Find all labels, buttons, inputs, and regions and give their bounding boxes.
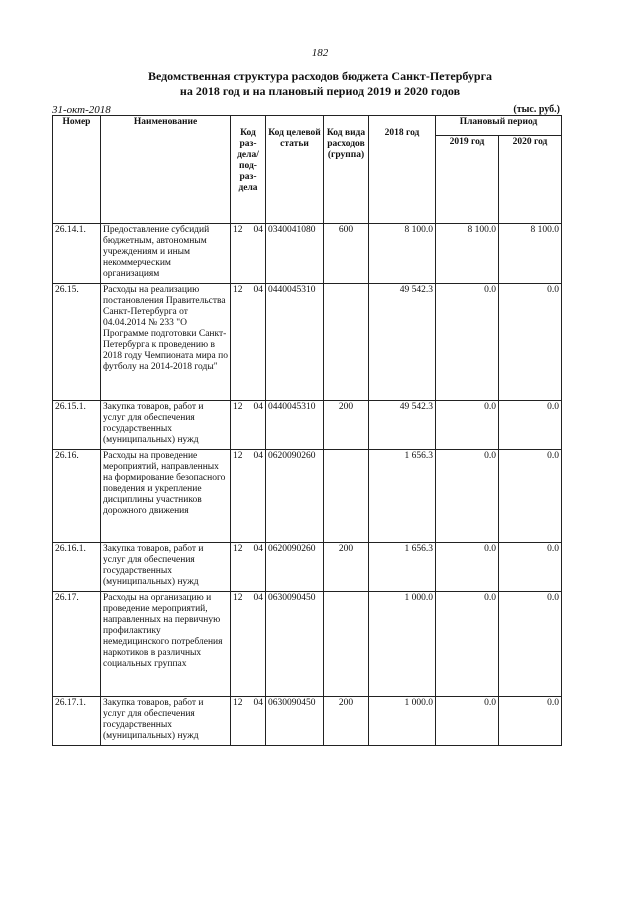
table-row	[53, 592, 562, 697]
row-amount-2018: 1 000.0	[369, 592, 436, 697]
row-amount-2020: 0.0	[499, 401, 562, 450]
podrazdel: 04	[253, 544, 263, 554]
row-amount-2019: 8 100.0	[436, 224, 499, 284]
row-amount-2020: 0.0	[499, 592, 562, 697]
header-2019: 2019 год	[436, 136, 499, 224]
row-expense-type	[324, 450, 369, 543]
row-target-code: 0440045310	[266, 401, 324, 450]
row-amount-2019: 0.0	[436, 592, 499, 697]
row-expense-type	[324, 592, 369, 697]
row-name: Расходы на проведение мероприятий, направленных на формирование безопасного поведения и укрепление дисциплины участников дорожного движения	[101, 450, 231, 543]
row-expense-type: 600	[324, 224, 369, 284]
razdel: 12	[233, 225, 243, 235]
row-section-code	[231, 401, 266, 450]
row-number: 26.17.	[53, 592, 101, 697]
row-name: Закупка товаров, работ и услуг для обеспечения государственных (муниципальных) нужд	[101, 543, 231, 592]
row-number: 26.16.1.	[53, 543, 101, 592]
razdel: 12	[233, 544, 243, 554]
row-amount-2018: 49 542.3	[369, 284, 436, 401]
row-amount-2018: 8 100.0	[369, 224, 436, 284]
row-amount-2019: 0.0	[436, 450, 499, 543]
table-row	[53, 401, 562, 450]
razdel: 12	[233, 698, 243, 708]
row-section-code	[231, 224, 266, 284]
podrazdel: 04	[253, 451, 263, 461]
row-number: 26.15.	[53, 284, 101, 401]
row-section-code	[231, 697, 266, 746]
title-line-2: на 2018 год и на плановый период 2019 и 2020 годов	[179, 84, 461, 98]
row-number: 26.16.	[53, 450, 101, 543]
row-number: 26.15.1.	[53, 401, 101, 450]
document-date: 31-окт-2018	[52, 104, 111, 116]
podrazdel: 04	[253, 285, 263, 295]
row-target-code: 0620090260	[266, 543, 324, 592]
table-row	[53, 224, 562, 284]
header-2020: 2020 год	[499, 136, 562, 224]
podrazdel: 04	[253, 225, 263, 235]
row-expense-type: 200	[324, 543, 369, 592]
row-amount-2018: 1 000.0	[369, 697, 436, 746]
razdel: 12	[233, 451, 243, 461]
row-number: 26.17.1.	[53, 697, 101, 746]
row-target-code: 0340041080	[266, 224, 324, 284]
row-amount-2019: 0.0	[436, 401, 499, 450]
row-number: 26.14.1.	[53, 224, 101, 284]
units-label: (тыс. руб.)	[513, 104, 560, 115]
header-expense-type: Код вида расходов (группа)	[324, 116, 369, 224]
row-name: Расходы на организацию и проведение мероприятий, направленных на первичную профилактику немедицинского потребления наркотиков в различных социальных группах	[101, 592, 231, 697]
podrazdel: 04	[253, 698, 263, 708]
document-title	[0, 69, 640, 99]
budget-table	[52, 115, 562, 746]
header-2018: 2018 год	[369, 116, 436, 224]
razdel: 12	[233, 593, 243, 603]
razdel: 12	[233, 402, 243, 412]
row-section-code	[231, 450, 266, 543]
row-name: Расходы на реализацию постановления Правительства Санкт-Петербурга от 04.04.2014 № 233 "О Программе подготовки Санкт-Петербурга к проведению в 2018 году Чемпионата мира по футболу на 2014-2018 годы"	[101, 284, 231, 401]
row-section-code	[231, 592, 266, 697]
table-row	[53, 450, 562, 543]
title-line-1: Ведомственная структура расходов бюджета Санкт-Петербурга	[147, 69, 493, 83]
header-target-code: Код целевой статьи	[266, 116, 324, 224]
row-amount-2019: 0.0	[436, 284, 499, 401]
row-amount-2018: 1 656.3	[369, 543, 436, 592]
table-row	[53, 543, 562, 592]
row-target-code: 0630090450	[266, 592, 324, 697]
row-target-code: 0620090260	[266, 450, 324, 543]
row-name: Предоставление субсидий бюджетным, автономным учреждениям и иным некоммерческим организациям	[101, 224, 231, 284]
row-expense-type	[324, 284, 369, 401]
table-row	[53, 697, 562, 746]
header-section-code: Код раз- дела/ под- раз- дела	[231, 116, 266, 224]
row-amount-2020: 0.0	[499, 284, 562, 401]
row-amount-2018: 49 542.3	[369, 401, 436, 450]
row-name: Закупка товаров, работ и услуг для обеспечения государственных (муниципальных) нужд	[101, 401, 231, 450]
row-expense-type: 200	[324, 697, 369, 746]
podrazdel: 04	[253, 402, 263, 412]
row-name: Закупка товаров, работ и услуг для обеспечения государственных (муниципальных) нужд	[101, 697, 231, 746]
header-number: Номер	[53, 116, 101, 224]
row-amount-2020: 0.0	[499, 450, 562, 543]
row-amount-2019: 0.0	[436, 697, 499, 746]
header-name: Наименование	[101, 116, 231, 224]
table-row	[53, 284, 562, 401]
row-section-code	[231, 284, 266, 401]
row-expense-type: 200	[324, 401, 369, 450]
row-amount-2018: 1 656.3	[369, 450, 436, 543]
row-target-code: 0440045310	[266, 284, 324, 401]
podrazdel: 04	[253, 593, 263, 603]
row-section-code	[231, 543, 266, 592]
row-amount-2020: 0.0	[499, 697, 562, 746]
page-number: 182	[311, 47, 329, 59]
row-amount-2020: 0.0	[499, 543, 562, 592]
row-amount-2019: 0.0	[436, 543, 499, 592]
header-planned-period: Плановый период	[436, 116, 562, 136]
row-target-code: 0630090450	[266, 697, 324, 746]
row-amount-2020: 8 100.0	[499, 224, 562, 284]
razdel: 12	[233, 285, 243, 295]
